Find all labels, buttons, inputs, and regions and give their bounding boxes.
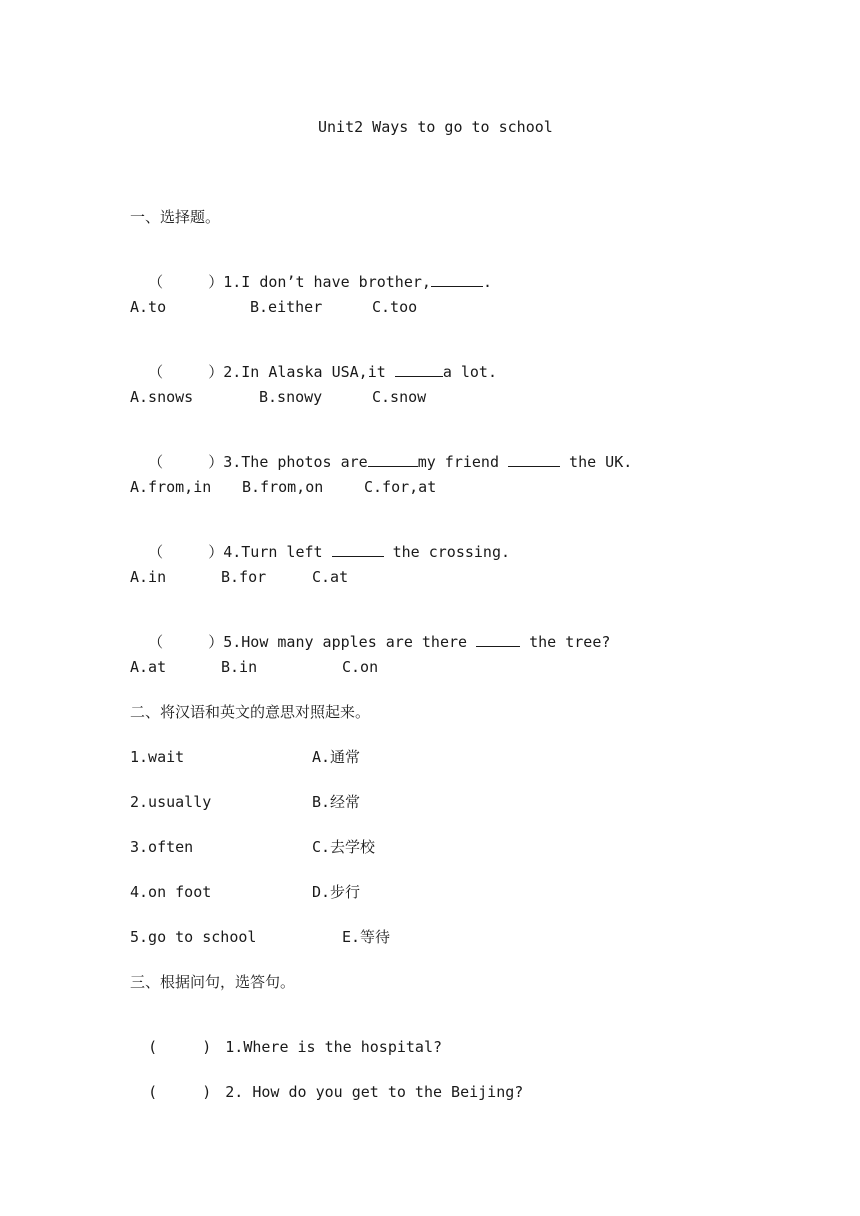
question-text: the tree? <box>520 633 611 651</box>
question-5 <box>130 612 610 652</box>
match-english: 1.wait <box>130 748 185 766</box>
question-text: . <box>482 273 492 291</box>
match-chinese: D.步行 <box>312 883 361 901</box>
section3-question-1 <box>130 1017 442 1057</box>
option-b: B.either <box>250 298 323 316</box>
option-c: C.for,at <box>364 478 437 496</box>
question-3 <box>130 432 632 472</box>
question-text: a lot. <box>442 363 497 381</box>
question-text: 1.I don’t have brother, <box>223 273 431 291</box>
option-a: A.to <box>130 298 167 316</box>
option-c: C.on <box>342 658 379 676</box>
option-c: C.at <box>312 568 349 586</box>
option-a: A.from,in <box>130 478 212 496</box>
match-english: 5.go to school <box>130 928 257 946</box>
option-b: B.from,on <box>242 478 324 496</box>
answer-paren[interactable]: （ ） <box>148 633 224 651</box>
page-title: Unit2 Ways to go to school <box>318 118 553 136</box>
option-b: B.snowy <box>259 388 323 406</box>
answer-paren[interactable]: ( ) <box>148 1083 212 1101</box>
question-text: 4.Turn left <box>223 543 332 561</box>
match-chinese: C.去学校 <box>312 838 376 856</box>
match-chinese: B.经常 <box>312 793 361 811</box>
match-chinese: A.通常 <box>312 748 361 766</box>
question-text: 3.The photos are <box>223 453 368 471</box>
option-a: A.in <box>130 568 167 586</box>
answer-paren[interactable]: （ ） <box>148 363 224 381</box>
section1-heading: 一、选择题。 <box>130 208 221 226</box>
question-2 <box>130 342 497 382</box>
section3-heading: 三、根据问句，选答句。 <box>130 973 296 991</box>
question-text: the UK. <box>560 453 633 471</box>
match-english: 3.often <box>130 838 194 856</box>
option-a: A.snows <box>130 388 194 406</box>
question-1 <box>130 252 492 292</box>
match-english: 2.usually <box>130 793 212 811</box>
match-english: 4.on foot <box>130 883 212 901</box>
question-text: my friend <box>417 453 509 471</box>
question-4 <box>130 522 510 562</box>
answer-paren[interactable]: （ ） <box>148 273 224 291</box>
option-b: B.in <box>221 658 258 676</box>
answer-blank[interactable] <box>476 632 520 647</box>
answer-blank[interactable] <box>368 452 418 467</box>
answer-blank[interactable] <box>395 362 443 377</box>
section2-heading: 二、将汉语和英文的意思对照起来。 <box>130 703 371 721</box>
option-c: C.too <box>372 298 418 316</box>
option-a: A.at <box>130 658 167 676</box>
question-text: 5.How many apples are there <box>223 633 477 651</box>
answer-paren[interactable]: ( ) <box>148 1038 212 1056</box>
question-text: 1.Where is the hospital? <box>225 1038 443 1056</box>
answer-blank[interactable] <box>332 542 384 557</box>
match-chinese: E.等待 <box>342 928 391 946</box>
question-text: 2. How do you get to the Beijing? <box>225 1083 524 1101</box>
question-text: 2.In Alaska USA,it <box>223 363 395 381</box>
answer-blank[interactable] <box>431 272 483 287</box>
answer-blank[interactable] <box>508 452 560 467</box>
answer-paren[interactable]: （ ） <box>148 453 224 471</box>
answer-paren[interactable]: （ ） <box>148 543 224 561</box>
section3-question-2 <box>130 1062 523 1102</box>
option-b: B.for <box>221 568 267 586</box>
question-text: the crossing. <box>383 543 511 561</box>
option-c: C.snow <box>372 388 427 406</box>
